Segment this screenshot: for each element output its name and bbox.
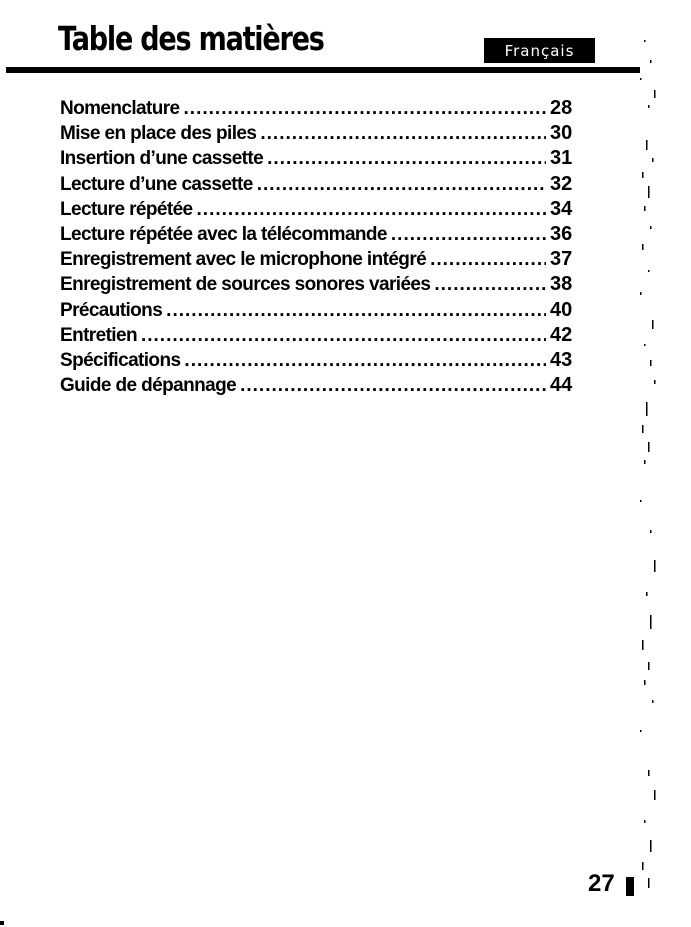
dot-leader xyxy=(184,98,546,120)
dot-leader xyxy=(240,375,546,397)
toc-entry-insert-cassette[interactable] xyxy=(60,147,590,172)
dot-leader xyxy=(430,249,546,271)
toc-entry-label: Nomenclature xyxy=(60,98,180,119)
toc-entry-label: Guide de dépannage xyxy=(60,375,237,397)
toc-entry-repeat-remote[interactable] xyxy=(60,223,590,248)
toc-entry-page: 44 xyxy=(550,374,573,397)
toc-entry-record-sources[interactable] xyxy=(60,273,590,298)
dot-leader xyxy=(197,199,546,221)
dot-leader xyxy=(434,274,546,296)
toc-entry-page: 37 xyxy=(550,248,573,271)
toc-entry-troubleshooting[interactable] xyxy=(60,374,590,399)
toc-entry-label: Lecture d’une cassette xyxy=(60,173,253,195)
toc-entry-page: 32 xyxy=(550,172,573,195)
toc-entry-batteries[interactable] xyxy=(60,122,590,147)
toc-entry-label: Précautions xyxy=(60,299,163,321)
toc-entry-play-cassette[interactable] xyxy=(60,173,590,198)
page-title: Table des matières xyxy=(58,19,324,58)
toc-entry-label: Insertion d’une cassette xyxy=(60,148,264,170)
scan-edge-speckle xyxy=(630,30,660,910)
toc-entry-repeat-play[interactable] xyxy=(60,198,590,223)
toc-entry-label: Entretien xyxy=(60,324,137,346)
dot-leader xyxy=(257,174,546,196)
toc-entry-page: 42 xyxy=(550,323,573,346)
page-number: 27 xyxy=(588,870,615,897)
dot-leader xyxy=(141,325,546,347)
dot-leader xyxy=(166,300,546,322)
language-badge: Français xyxy=(484,38,595,63)
page-marker-icon xyxy=(626,877,634,896)
toc-entry-page: 36 xyxy=(550,222,573,245)
toc-entry-page: 40 xyxy=(550,298,573,321)
toc-entry-page: 38 xyxy=(550,273,573,296)
toc-entry-page: 43 xyxy=(550,348,573,371)
toc-entry-page: 31 xyxy=(550,147,573,170)
dot-leader xyxy=(184,350,546,372)
dot-leader xyxy=(267,148,546,170)
toc-entry-label: Spécifications xyxy=(60,349,181,371)
toc-entry-page: 30 xyxy=(550,122,573,145)
toc-entry-record-microphone[interactable] xyxy=(60,248,590,273)
dot-leader xyxy=(260,123,546,145)
toc-entry-page: 34 xyxy=(550,197,573,220)
toc-entry-label: Lecture répétée xyxy=(60,198,193,220)
toc-entry-nomenclature[interactable] xyxy=(60,97,590,122)
toc-entry-maintenance[interactable] xyxy=(60,324,590,349)
toc-entry-precautions[interactable] xyxy=(60,299,590,324)
toc-entry-label: Mise en place des piles xyxy=(60,123,257,145)
scan-corner-mark xyxy=(0,921,4,925)
toc-entry-label: Enregistrement avec le microphone intégré xyxy=(60,249,427,271)
toc-entry-label: Enregistrement de sources sonores variées xyxy=(60,274,431,296)
toc-entry-page: 28 xyxy=(550,97,573,119)
toc-entry-label: Lecture répétée avec la télécommande xyxy=(60,223,387,245)
toc-entry-specifications[interactable] xyxy=(60,349,590,374)
header-rule xyxy=(6,67,640,73)
dot-leader xyxy=(391,224,546,246)
table-of-contents xyxy=(60,97,590,399)
